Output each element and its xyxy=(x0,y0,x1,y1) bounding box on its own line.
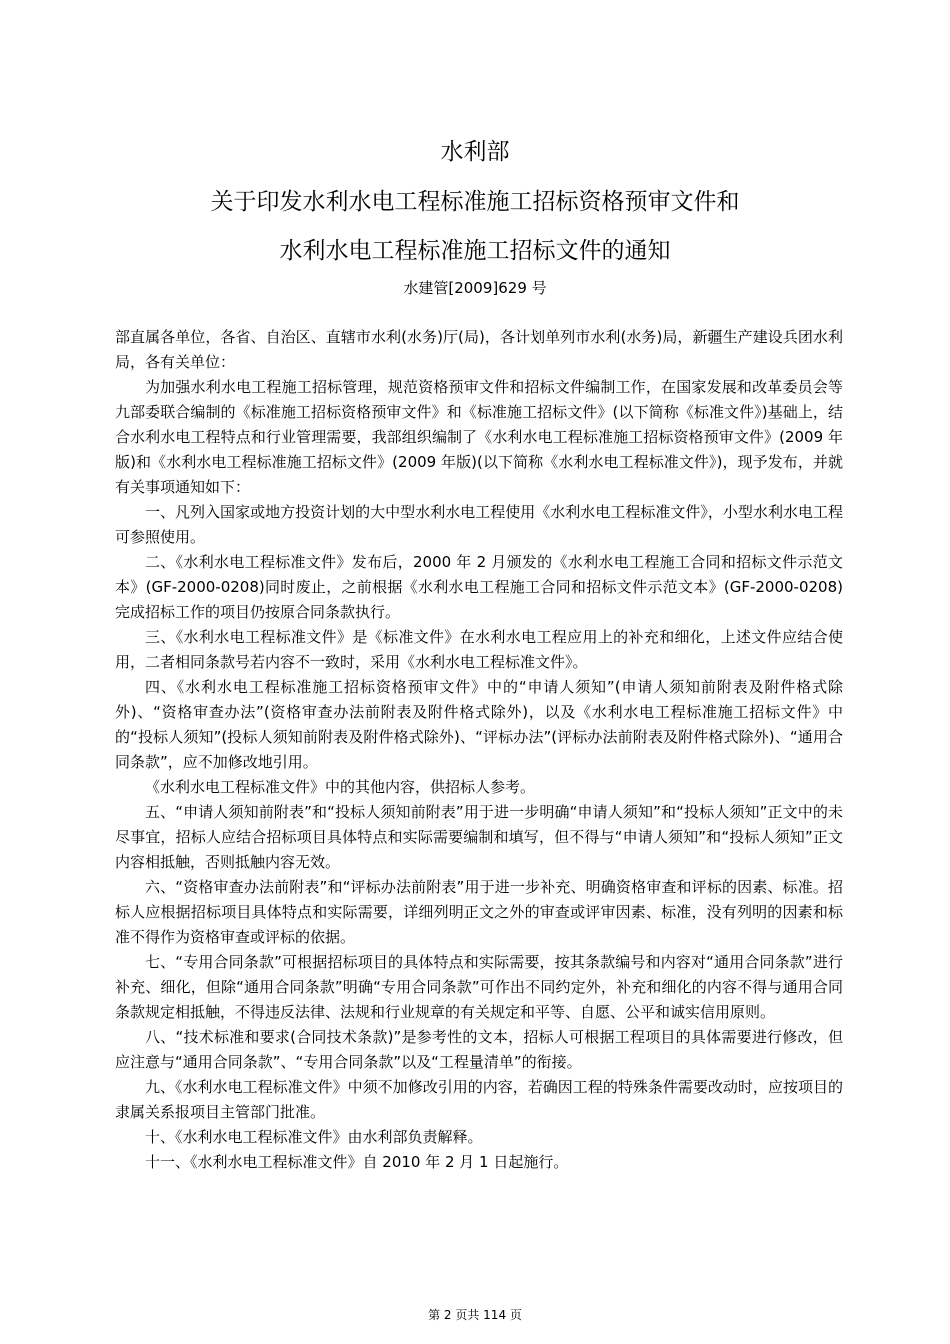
document-number: 水建管[2009]629 号 xyxy=(403,279,547,297)
paragraph: 二、《水利水电工程标准文件》发布后，2000 年 2 月颁发的《水利水电工程施工合同和招标文件示范文本》(GF-2000-0208)同时废止，之前根据《水利水电工程施工合同和招标文件示范文本》(GF-2000-0208)完成招标工作的项目仍按原合同条款执行。 xyxy=(115,553,843,621)
paragraph: 为加强水利水电工程施工招标管理，规范资格预审文件和招标文件编制工作，在国家发展和改革委员会等九部委联合编制的《标准施工招标资格预审文件》和《标准施工招标文件》(以下简称《标准文件》)基础上，结合水利水电工程特点和行业管理需要，我部组织编制了《水利水电工程标准施工招标资格预审文件》(2009 年版)和《水利水电工程标准施工招标文件》(2009 年版)(以下简称《水利水电工程标准文件》)，现予发布，并就有关事项通知如下： xyxy=(115,378,843,496)
paragraph: 《水利水电工程标准文件》中的其他内容，供招标人参考。 xyxy=(145,778,536,796)
paragraph: 十、《水利水电工程标准文件》由水利部负责解释。 xyxy=(145,1128,483,1146)
paragraph: 四、《水利水电工程标准施工招标资格预审文件》中的“申请人须知”(申请人须知前附表及附件格式除外)、“资格审查办法”(资格审查办法前附表及附件格式除外)，以及《水利水电工程标准施工招标文件》中的“投标人须知”(投标人须知前附表及附件格式除外)、“评标办法”(评标办法前附表及附件格式除外)、“通用合同条款”，应不加修改地引用。 xyxy=(115,678,843,771)
paragraph: 九、《水利水电工程标准文件》中须不加修改引用的内容，若确因工程的特殊条件需要改动时，应按项目的隶属关系报项目主管部门批准。 xyxy=(115,1078,843,1121)
page-footer: 第 2 页共 114 页 xyxy=(428,1308,522,1322)
paragraph: 六、“资格审查办法前附表”和“评标办法前附表”用于进一步补充、明确资格审查和评标的因素、标准。招标人应根据招标项目具体特点和实际需要，详细列明正文之外的审查或评审因素、标准，没有列明的因素和标准不得作为资格审查或评标的依据。 xyxy=(115,878,843,946)
paragraph: 十一、《水利水电工程标准文件》自 2010 年 2 月 1 日起施行。 xyxy=(145,1153,569,1171)
paragraph: 三、《水利水电工程标准文件》是《标准文件》在水利水电工程应用上的补充和细化，上述文件应结合使用，二者相同条款号若内容不一致时，采用《水利水电工程标准文件》。 xyxy=(115,628,843,671)
paragraph: 八、“技术标准和要求(合同技术条款)”是参考性的文本，招标人可根据工程项目的具体需要进行修改，但应注意与“通用合同条款”、“专用合同条款”以及“工程量清单”的衔接。 xyxy=(115,1028,843,1071)
document-body xyxy=(115,325,843,1175)
notice-title-line-2: 水利水电工程标准施工招标文件的通知 xyxy=(279,238,671,264)
paragraph: 一、凡列入国家或地方投资计划的大中型水利水电工程使用《水利水电工程标准文件》，小型水利水电工程可参照使用。 xyxy=(115,503,843,546)
paragraph: 五、“申请人须知前附表”和“投标人须知前附表”用于进一步明确“申请人须知”和“投标人须知”正文中的未尽事宜，招标人应结合招标项目具体特点和实际需要编制和填写，但不得与“申请人须知”和“投标人须知”正文内容相抵触，否则抵触内容无效。 xyxy=(115,803,843,871)
salutation: 部直属各单位，各省、自治区、直辖市水利(水务)厅(局)，各计划单列市水利(水务)局，新疆生产建设兵团水利局，各有关单位： xyxy=(115,328,843,371)
notice-title-line-1: 关于印发水利水电工程标准施工招标资格预审文件和 xyxy=(210,189,740,215)
paragraph: 七、“专用合同条款”可根据招标项目的具体特点和实际需要，按其条款编号和内容对“通用合同条款”进行补充、细化，但除“通用合同条款”明确“专用合同条款”可作出不同约定外，补充和细化的内容不得与通用合同条款规定相抵触，不得违反法律、法规和行业规章的有关规定和平等、自愿、公平和诚实信用原则。 xyxy=(115,953,843,1021)
issuer-title: 水利部 xyxy=(440,139,510,165)
